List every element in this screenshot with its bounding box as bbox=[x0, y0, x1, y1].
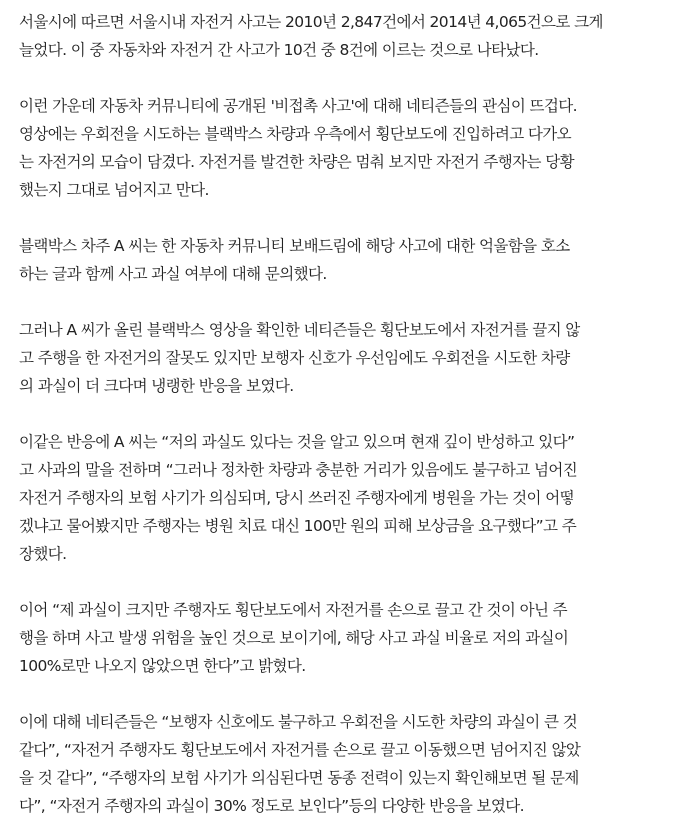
paragraph-5 bbox=[19, 428, 667, 568]
text-line: 겠냐고 물어봤지만 주행자는 병원 치료 대신 100만 원의 피해 보상금을 요구했다”고 주 bbox=[19, 517, 577, 535]
paragraph-4 bbox=[19, 316, 667, 400]
text-line: 100%로만 나오지 않았으면 한다”고 밝혔다. bbox=[19, 657, 306, 675]
text-line: 했는지 그대로 넘어지고 만다. bbox=[19, 181, 209, 199]
paragraph-3 bbox=[19, 232, 667, 288]
text-line: 서울시에 따르면 서울시내 자전거 사고는 2010년 2,847건에서 2014년 4,065건으로 크게 bbox=[19, 13, 603, 31]
text-line: 블랙박스 차주 A 씨는 한 자동차 커뮤니티 보배드림에 해당 사고에 대한 억울함을 호소 bbox=[19, 237, 570, 255]
paragraph-7 bbox=[19, 708, 667, 820]
text-line: 다”, “자전거 주행자의 과실이 30% 정도로 보인다”등의 다양한 반응을 보였다. bbox=[19, 797, 524, 815]
text-line: 늘었다. 이 중 자동차와 자전거 간 사고가 10건 중 8건에 이르는 것으로 나타났다. bbox=[19, 41, 539, 59]
text-line: 의 과실이 더 크다며 냉랭한 반응을 보였다. bbox=[19, 377, 294, 395]
text-line: 이런 가운데 자동차 커뮤니티에 공개된 '비접촉 사고'에 대해 네티즌들의 관심이 뜨겁다. bbox=[19, 97, 577, 115]
text-line: 자전거 주행자의 보험 사기가 의심되며, 당시 쓰러진 주행자에게 병원을 가는 것이 어떻 bbox=[19, 489, 574, 507]
text-line: 을 것 같다”, “주행자의 보험 사기가 의심된다면 동종 전력이 있는지 확인해보면 될 문제 bbox=[19, 769, 579, 787]
text-line: 이같은 반응에 A 씨는 “저의 과실도 있다는 것을 알고 있으며 현재 깊이 반성하고 있다” bbox=[19, 433, 575, 451]
text-line: 이에 대해 네티즌들은 “보행자 신호에도 불구하고 우회전을 시도한 차량의 과실이 큰 것 bbox=[19, 713, 578, 731]
text-line: 고 사과의 말을 전하며 “그러나 정차한 차량과 충분한 거리가 있음에도 불구하고 넘어진 bbox=[19, 461, 578, 479]
paragraph-2 bbox=[19, 92, 667, 204]
text-line: 고 주행을 한 자전거의 잘못도 있지만 보행자 신호가 우선임에도 우회전을 시도한 차량 bbox=[19, 349, 570, 367]
text-line: 이어 “제 과실이 크지만 주행자도 횡단보도에서 자전거를 손으로 끌고 간 것이 아닌 주 bbox=[19, 601, 568, 619]
text-line: 하는 글과 함께 사고 과실 여부에 대해 문의했다. bbox=[19, 265, 327, 283]
text-line: 같다”, “자전거 주행자도 횡단보도에서 자전거를 손으로 끌고 이동했으면 넘어지진 않았 bbox=[19, 741, 581, 759]
text-line: 영상에는 우회전을 시도하는 블랙박스 차량과 우측에서 횡단보도에 진입하려고 다가오 bbox=[19, 125, 572, 143]
paragraph-1 bbox=[19, 8, 667, 64]
text-line: 그러나 A 씨가 올린 블랙박스 영상을 확인한 네티즌들은 횡단보도에서 자전거를 끌지 않 bbox=[19, 321, 580, 339]
paragraph-6 bbox=[19, 596, 667, 680]
text-line: 행을 하며 사고 발생 위험을 높인 것으로 보이기에, 해당 사고 과실 비율로 저의 과실이 bbox=[19, 629, 569, 647]
text-line: 장했다. bbox=[19, 545, 67, 563]
text-line: 는 자전거의 모습이 담겼다. 자전거를 발견한 차량은 멈춰 보지만 자전거 주행자는 당황 bbox=[19, 153, 574, 171]
